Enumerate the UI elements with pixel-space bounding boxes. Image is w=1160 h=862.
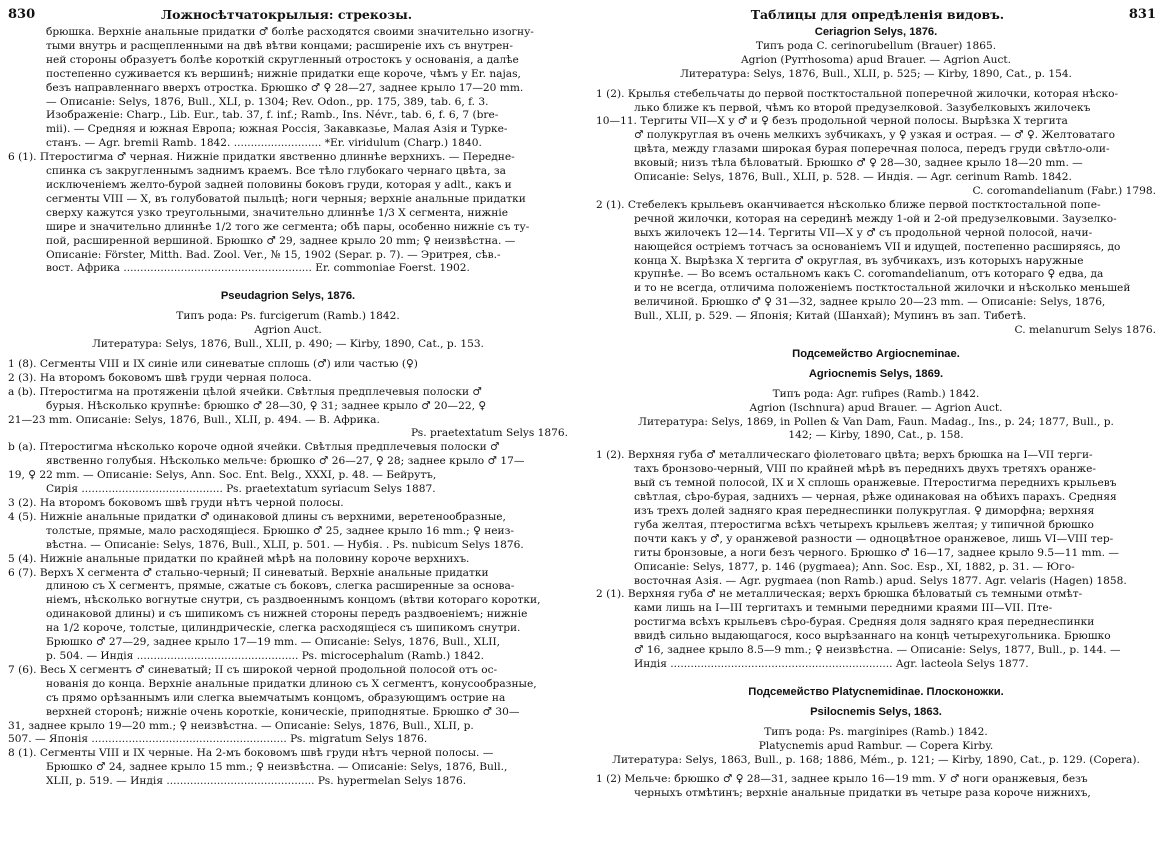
key-line: 6 (7). Верхъ X сегмента ♂ стально-черный; II синеватый. Верхніе анальные придатки	[8, 566, 489, 579]
key-line: 10—11. Тергиты VII—X у ♂ и ♀ безъ продольной черной полосы. Вырѣзка X тергита	[596, 115, 1068, 128]
key-line: 21—23 mm. Описаніе: Selys, 1876, Bull., XLII, p. 494. — В. Африка.	[8, 413, 380, 426]
key-line: ніемъ, нѣсколько вогнутые снутри, съ раздвоеннымъ концомъ (вѣтви котораго коротки,	[46, 594, 541, 607]
key-line: 8 (1). Сегменты VIII и IX черные. На 2-мъ боковомъ швѣ груди нѣтъ черной полосы. —	[8, 747, 494, 760]
key-line: C. coromandelianum (Fabr.) 1798.	[972, 184, 1156, 197]
key-line: 2 (3). На второмъ боковомъ швѣ груди черная полоса.	[8, 371, 312, 384]
body-line: Описаніе: Förster, Mitth. Bad. Zool. Ver., № 15, 1902 (Separ. p. 7). — Эритрея, сѣв.-	[46, 248, 501, 261]
key-line: Описаніе: Selys, 1876, Bull., XLII, p. 528. — Индія. — Agr. cerinum Ramb. 1842.	[634, 171, 1072, 184]
key-line: тахъ бронзово-черный, VIII по крайней мѣрѣ въ переднихъ двухъ третяхъ оранже-	[634, 463, 1097, 476]
body-line: постепенно суживается къ вершинѣ; нижніе придатки еще короче, чѣмъ у Er. najas,	[46, 67, 521, 80]
key-line: 1 (2). Крылья стебельчаты до первой постктостальной поперечной жилочки, которая нѣско-	[596, 87, 1119, 100]
key-line: выхъ жилочекъ 12—14. Тергиты VII—X у ♂ съ продольной черной полосой, начи-	[634, 226, 1093, 239]
key-line: 5 (4). Нижніе анальные придатки по крайней мѣрѣ на половину короче верхнихъ.	[8, 552, 470, 565]
key-line: C. melanurum Selys 1876.	[1014, 324, 1156, 337]
key-line: 4 (5). Нижніе анальные придатки ♂ одинаковой длины съ верхними, веретенообразные,	[8, 510, 506, 523]
key-line: лько ближе къ первой, чѣмъ ко второй предузелковой. Зазубелковыхъ жилочекъ	[634, 101, 1091, 114]
key-line: Брюшко ♂ 24, заднее крыло 15 mm.; ♀ неизвѣстна. — Описаніе: Selys, 1876, Bull.,	[46, 761, 508, 774]
type-line: Литература: Selys, 1869, in Pollen & Van Dam, Faun. Madag., Ins., p. 24; 1877, Bull., p.	[638, 415, 1114, 428]
pseudagrion-key	[8, 358, 568, 789]
key-line: 1 (8). Сегменты VIII и IX синіе или синеватые сплошь (♂) или частью (♀)	[8, 357, 418, 370]
key-line: изъ трехъ долей задняго края переднеспинки полукруглая. ♀ диморфна; верхняя	[634, 505, 1095, 517]
agriocnemis-type-block	[596, 388, 1156, 444]
right-running-header	[596, 0, 1156, 26]
pseudagrion-type-block	[8, 310, 568, 352]
key-line: толстые, прямые, мало расходящіеся. Брюшко ♂ 25, заднее крыло 16 mm.; ♀ неиз-	[46, 524, 514, 537]
type-line: Литература: Selys, 1876, Bull., XLII, p. 490; — Kirby, 1890, Cat., p. 153.	[92, 338, 484, 351]
body-line: — Описаніе: Selys, 1876, Bull., XLI, p. 1304; Rev. Odon., pp. 175, 389, tab. 6, f. 3.	[46, 95, 489, 108]
genus-heading-pseudagrion: Pseudagrion Selys, 1876.	[220, 290, 356, 303]
key-line: ввидѣ сильно выдающагося, косо вырѣзаннаго на концѣ четырехугольника. Брюшко	[634, 630, 1111, 643]
body-line: шире и значительно длиннѣе 1/2 того же сегмента; обѣ пары, особенно нижніе съ ту-	[46, 220, 530, 233]
key-line: 2 (1). Стебелекъ крыльевъ оканчивается нѣсколько ближе первой постктостальной попе-	[596, 198, 1101, 211]
key-line: и то не всегда, отличима положеніемъ постктостальной жилочки и нѣсколько меньшей	[634, 282, 1131, 295]
type-line: Agrion Auct.	[254, 324, 322, 337]
key-line: черныхъ отмѣтинъ; верхніе анальные придатки въ четыре раза короче нижнихъ,	[634, 787, 1091, 800]
key-line: Брюшко ♂ 27—29, заднее крыло 17—19 mm. — Описаніе: Selys, 1876, Bull., XLII,	[46, 636, 501, 649]
body-line: сегменты VIII — X, въ голубоватой пыльцѣ; ноги черныя; верхніе анальные придатки	[46, 192, 526, 205]
key-line: восточная Азія. — Agr. pygmaea (non Ramb.) apud. Selys 1877. Agr. velaris (Hagen) 1858.	[634, 574, 1127, 587]
key-line: 507. — Японія .......................................................... Ps. migratum Selys 1876.	[8, 733, 428, 746]
left-running-header	[8, 0, 568, 26]
key-line: 2 (1). Верхняя губа ♂ не металлическая; верхъ брюшка бѣловатый съ темными отмѣт-	[596, 588, 1083, 601]
key-line: Bull., XLII, p. 529. — Японія; Китай (Шанхай); Мупинъ въ зап. Тибетѣ.	[634, 310, 1027, 323]
right-page-number: 831	[1128, 6, 1156, 22]
subfamily-heading-platycnemidinae: Подсемейство Platycnemidinae. Плосконожки.	[748, 685, 1004, 698]
key-line: почти какъ у ♂, у оранжевой разности — одноцвѣтное оранжевое, лишь VI—VIII тер-	[634, 532, 1114, 545]
key-line: p. 504. — Индія ................................................ Ps. microcephalum (Ramb.) 1842.	[46, 649, 484, 662]
key-line: нованія до конца. Верхніе анальные придатки длиною съ X сегментъ, конусообразные,	[46, 677, 537, 690]
subfamily-heading-argiocneminae: Подсемейство Argiocneminae.	[792, 347, 960, 360]
type-line: Agrion (Pyrrhosoma) apud Brauer. — Agrion Auct.	[740, 53, 1012, 66]
left-page	[8, 0, 568, 862]
key-line: ками лишь на I—III тергитахъ и темными передними краями III—VII. Пте-	[634, 602, 1053, 615]
key-line: XLII, p. 519. — Индія ............................................ Ps. hypermelan Selys 1876.	[46, 775, 467, 788]
key-line: 1 (2). Верхняя губа ♂ металлическаго фіолетоваго цвѣта; верхъ брюшка на I—VII терги-	[596, 449, 1093, 462]
right-page	[596, 0, 1156, 862]
key-line: Сирія .......................................... Ps. praetextatum syriacum Selys 1887.	[46, 483, 436, 496]
key-line: верхней сторонѣ; нижніе очень короткіе, коническіе, приподнятые. Брюшко ♂ 30—	[46, 705, 520, 718]
body-line: тыми внутрь и расщепленными на двѣ вѣтви концами; расширеніе ихъ съ внутрен-	[46, 39, 513, 52]
type-line: Типъ рода: Ps. marginipes (Ramb.) 1842.	[764, 725, 988, 738]
key-line: цвѣта, между глазами широкая бурая поперечная полоса, передъ груди свѣтло-оли-	[634, 143, 1110, 156]
body-line: брюшка. Верхніе анальные придатки ♂ болѣе расходятся своими значительно изогну-	[46, 26, 534, 38]
key-line: 3 (2). На второмъ боковомъ швѣ груди нѣтъ черной полосы.	[8, 497, 344, 509]
body-line: спинка съ закругленнымъ заднимъ краемъ. Все тѣло глубокаго чернаго цвѣта, за	[46, 165, 506, 178]
type-line: 142; — Kirby, 1890, Cat., p. 158.	[788, 429, 964, 442]
agriocnemis-key	[596, 449, 1156, 672]
key-line: на 1/2 короче, толстые, цилиндрическіе, слегка расходящіеся съ шипикомъ снутри.	[46, 622, 521, 635]
left-page-number: 830	[8, 6, 36, 22]
type-line: Agrion (Ischnura) apud Brauer. — Agrion Auct.	[749, 401, 1003, 414]
key-line: губа желтая, птеростигма всѣхъ четырехъ крыльевъ желтая; у типичной брюшко	[634, 518, 1094, 531]
key-line: явственно голубыя. Нѣсколько мельче: брюшко ♂ 26—27, ♀ 28; заднее крыло ♂ 17—	[46, 455, 525, 468]
genus-heading-agriocnemis: Agriocnemis Selys, 1869.	[808, 367, 944, 380]
key-line: 31, заднее крыло 19—20 mm.; ♀ неизвѣстна. — Описаніе: Selys, 1876, Bull., XLII, p.	[8, 719, 474, 732]
genus-heading-ceriagrion: Ceriagrion Selys, 1876.	[814, 26, 938, 38]
key-line: бурыя. Нѣсколько крупнѣе: брюшко ♂ 28—30, ♀ 31; заднее крыло ♂ 20—22, ♀	[46, 399, 487, 412]
type-line: Типъ рода: Agr. rufipes (Ramb.) 1842.	[772, 387, 980, 400]
right-running-title: Таблицы для опредѣленія видовъ.	[750, 6, 1005, 22]
left-running-title: Ложносѣтчатокрылыя: стрекозы.	[161, 6, 413, 22]
key-line: свѣтлая, сѣро-бурая, заднихъ — черная, рѣже одинаковая на обѣихъ парахъ. Средняя	[634, 491, 1117, 504]
left-top-text	[8, 26, 568, 276]
body-line: безъ направленнаго вверхъ отростка. Брюшко ♂ ♀ 28—27, заднее крыло 17—20 mm.	[46, 81, 524, 94]
ceriagrion-key	[596, 88, 1156, 338]
key-line: величиной. Брюшко ♂ ♀ 31—32, заднее крыло 20—23 mm. — Описаніе: Selys, 1876,	[634, 296, 1106, 309]
body-line: станъ. — Agr. bremii Ramb. 1842. .......................... *Er. viridulum (Charp.) 1840.	[46, 137, 482, 150]
key-line: съ прямо орѣзаннымъ или слегка выемчатымъ концомъ, образующимъ острие на	[46, 691, 506, 704]
key-line: вковый; низъ тѣла бѣловатый. Брюшко ♂ ♀ 28—30, заднее крыло 18—20 mm. —	[634, 157, 1083, 170]
psilocnemis-type-block	[596, 726, 1156, 768]
key-line: конца X. Вырѣзка X тергита ♂ округлая, въ зубчикахъ, изъ которыхъ наружные	[634, 254, 1084, 267]
key-line: нающейся острiемъ тотчасъ за основаніемъ VII и идущей, постепенно расширяясь, до	[634, 240, 1121, 253]
body-line: ней стороны образуетъ болѣе короткій скругленный отростокъ у основанія, а далѣе	[46, 53, 519, 66]
key-line: 1 (2) Мельче: брюшко ♂ ♀ 28—31, заднее крыло 16—19 mm. У ♂ ноги оранжевыя, безъ	[596, 773, 1088, 786]
key-line: ♂ 16, заднее крыло 8.5—9 mm.; ♀ неизвѣстна. — Описаніе: Selys, 1877, Bull., p. 144. —	[634, 644, 1121, 657]
body-line: сверху кажутся узко треугольными, значительно длиннѣе 1/3 X сегмента, нижніе	[46, 206, 509, 219]
key-line: ♂ полукруглая въ очень мелкихъ зубчикахъ, у ♀ узкая и острая. — ♂ ♀. Желтоватаго	[634, 129, 1115, 142]
key-line: вѣстна. — Описаніе: Selys, 1876, Bull., XLII, p. 501. — Нубія. . Ps. nubicum Selys 1876.	[46, 538, 524, 551]
type-line: Platycnemis apud Rambur. — Copera Kirby.	[758, 739, 994, 752]
body-line: mii). — Средняя и южная Европа; южная Россія, Закавказье, Малая Азія и Турке-	[46, 123, 508, 136]
key-line: крупнѣе. — Во всемъ остальномъ какъ C. coromandelianum, отъ котораго ♀ едва, да	[634, 268, 1104, 281]
body-line: пой, расширенной вершиной. Брюшко ♂ 29, заднее крыло 20 mm; ♀ неизвѣстна. —	[46, 234, 516, 247]
type-line: Типъ рода C. cerinorubellum (Brauer) 1865.	[755, 39, 997, 52]
key-line: Описаніе: Selys, 1877, p. 146 (pygmaea); Ann. Soc. Esp., XI, 1882, p. 31. — Юго-	[634, 560, 1075, 573]
ceriagrion-type-block	[596, 40, 1156, 82]
key-line: гиты бронзовые, а ноги безъ черного. Брюшко ♂ 16—17, заднее крыло 9.5—11 mm. —	[634, 546, 1119, 559]
key-line: ростигма всѣхъ крыльевъ сѣро-бурая. Средняя доля задняго края переднеспинки	[634, 616, 1095, 629]
body-line: вост. Африка ........................................................ Er. commoniae Foerst. 1902.	[46, 262, 470, 275]
body-line: 6 (1). Птеростигма ♂ черная. Нижніе придатки явственно длиннѣе верхнихъ. — Передне-	[8, 151, 515, 164]
key-line: a (b). Птеростигма на протяженіи цѣлой ячейки. Свѣтлыя предплечевыя полоски ♂	[8, 385, 482, 398]
key-line: 19, ♀ 22 mm. — Описаніе: Selys, Ann. Soc. Ent. Belg., XXXI, p. 48. — Бейрутъ,	[8, 469, 437, 482]
type-line: Литература: Selys, 1876, Bull., XLII, p. 525; — Kirby, 1890, Cat., p. 154.	[680, 67, 1072, 80]
key-line: Ps. praetextatum Selys 1876.	[410, 427, 568, 440]
key-line: 7 (6). Весь X сегментъ ♂ синеватый; II съ широкой черной продольной полосой отъ ос-	[8, 663, 498, 676]
genus-heading-psilocnemis: Psilocnemis Selys, 1863.	[810, 705, 942, 718]
key-line: Индія .................................................................. Agr. lacteola Selys 1877.	[634, 657, 1029, 670]
psilocnemis-key	[596, 773, 1156, 801]
key-line: b (a). Птеростигма нѣсколько короче одной ячейки. Свѣтлыя предплечевыя полоски ♂	[8, 441, 500, 454]
key-line: вый съ темной полосой, IX и X сплошь оранжевые. Птеростигма переднихъ крыльевъ	[634, 477, 1117, 490]
key-line: длиною съ X сегментъ, прямые, сжатые съ боковъ, слегка расширенные за основа-	[46, 580, 515, 593]
body-line: исключеніемъ желто-бурой задней половины боковъ груди, которая у adlt., какъ и	[46, 178, 512, 191]
key-line: речной жилочки, которая на серединѣ между 1-ой и 2-ой предузелковыми. Заузелко-	[634, 212, 1117, 225]
type-line: Литература: Selys, 1863, Bull., p. 168; 1886, Mém., p. 121; — Kirby, 1890, Cat., p. 129. (Copera).	[612, 753, 1140, 766]
body-line: Изображеніе: Charp., Lib. Eur., tab. 37, f. inf.; Ramb., Ins. Névr., tab. 6, f. 6, 7 (bre-	[46, 109, 499, 122]
key-line: одинаковой длины) и съ шипикомъ съ нижней стороны передъ раздвоеніемъ; нижніе	[46, 608, 528, 621]
type-line: Типъ рода: Ps. furcigerum (Ramb.) 1842.	[176, 310, 400, 323]
